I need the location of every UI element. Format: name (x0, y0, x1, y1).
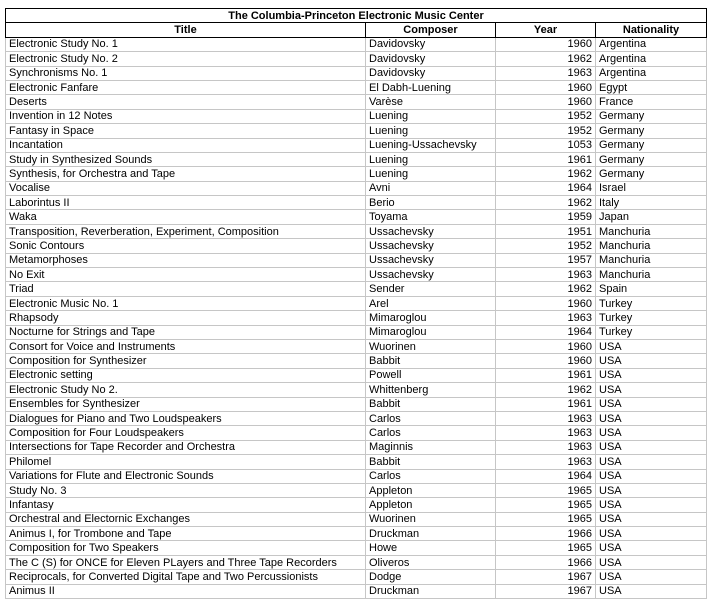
cell-composer: Wuorinen (366, 339, 496, 353)
table-row (6, 325, 707, 339)
cell-title: Electronic Study No. 2 (6, 52, 366, 66)
table-row (6, 354, 707, 368)
table-title: The Columbia-Princeton Electronic Music Center (6, 9, 707, 23)
cell-year: 1952 (496, 109, 596, 123)
cell-composer: Mimaroglou (366, 311, 496, 325)
cell-composer: Ussachevsky (366, 224, 496, 238)
cell-nationality: Argentina (596, 66, 707, 80)
table-row (6, 483, 707, 497)
cell-title: Ensembles for Synthesizer (6, 397, 366, 411)
cell-year: 1965 (496, 483, 596, 497)
cell-composer: Ussachevsky (366, 253, 496, 267)
column-header-row (6, 23, 707, 37)
table-row (6, 109, 707, 123)
cell-title: Animus I, for Trombone and Tape (6, 527, 366, 541)
cell-title: Dialogues for Piano and Two Loudspeakers (6, 411, 366, 425)
column-header-year: Year (496, 23, 596, 37)
cell-year: 1960 (496, 339, 596, 353)
cell-year: 1962 (496, 167, 596, 181)
column-header-title: Title (6, 23, 366, 37)
table-row (6, 455, 707, 469)
table-row (6, 555, 707, 569)
cell-composer: Oliveros (366, 555, 496, 569)
cell-title: Synthesis, for Orchestra and Tape (6, 167, 366, 181)
cell-title: Electronic Study No. 1 (6, 37, 366, 51)
cell-composer: Luening-Ussachevsky (366, 138, 496, 152)
column-header-nationality: Nationality (596, 23, 707, 37)
cell-title: Waka (6, 210, 366, 224)
cell-year: 1961 (496, 368, 596, 382)
cell-composer: Luening (366, 109, 496, 123)
cell-composer: Powell (366, 368, 496, 382)
cell-title: Triad (6, 282, 366, 296)
cell-composer: Ussachevsky (366, 239, 496, 253)
cell-year: 1962 (496, 282, 596, 296)
cell-year: 1965 (496, 541, 596, 555)
cell-title: The C (S) for ONCE for Eleven PLayers and Three Tape Recorders (6, 555, 366, 569)
music-table (5, 8, 707, 599)
table-row (6, 66, 707, 80)
cell-nationality: Argentina (596, 37, 707, 51)
cell-nationality: USA (596, 339, 707, 353)
cell-year: 1952 (496, 239, 596, 253)
cell-nationality: USA (596, 368, 707, 382)
cell-nationality: Turkey (596, 325, 707, 339)
cell-title: Composition for Synthesizer (6, 354, 366, 368)
table-row (6, 383, 707, 397)
cell-composer: Mimaroglou (366, 325, 496, 339)
cell-title: Deserts (6, 95, 366, 109)
cell-composer: Carlos (366, 426, 496, 440)
cell-title: Rhapsody (6, 311, 366, 325)
cell-year: 1957 (496, 253, 596, 267)
table-title-row (6, 9, 707, 23)
table-row (6, 37, 707, 51)
cell-composer: Ussachevsky (366, 268, 496, 282)
table-row (6, 541, 707, 555)
cell-title: Composition for Four Loudspeakers (6, 426, 366, 440)
cell-composer: Varèse (366, 95, 496, 109)
cell-nationality: Manchuria (596, 268, 707, 282)
cell-year: 1960 (496, 95, 596, 109)
cell-year: 1964 (496, 181, 596, 195)
cell-title: Electronic Study No 2. (6, 383, 366, 397)
cell-year: 1966 (496, 555, 596, 569)
cell-nationality: Manchuria (596, 239, 707, 253)
cell-nationality: Japan (596, 210, 707, 224)
cell-title: Philomel (6, 455, 366, 469)
cell-nationality: Manchuria (596, 253, 707, 267)
cell-composer: Toyama (366, 210, 496, 224)
cell-title: Study in Synthesized Sounds (6, 152, 366, 166)
cell-title: Fantasy in Space (6, 124, 366, 138)
cell-title: Incantation (6, 138, 366, 152)
cell-year: 1966 (496, 527, 596, 541)
table-row (6, 527, 707, 541)
table-row (6, 440, 707, 454)
cell-title: Composition for Two Speakers (6, 541, 366, 555)
table-row (6, 210, 707, 224)
table-row (6, 80, 707, 94)
cell-nationality: Turkey (596, 296, 707, 310)
cell-nationality: USA (596, 455, 707, 469)
cell-composer: Luening (366, 167, 496, 181)
cell-title: Transposition, Reverberation, Experiment, Composition (6, 224, 366, 238)
table-row (6, 224, 707, 238)
cell-title: Synchronisms No. 1 (6, 66, 366, 80)
cell-nationality: USA (596, 541, 707, 555)
cell-year: 1959 (496, 210, 596, 224)
table-row (6, 282, 707, 296)
table-row (6, 167, 707, 181)
cell-year: 1960 (496, 354, 596, 368)
cell-composer: Dodge (366, 570, 496, 584)
table-row (6, 584, 707, 598)
cell-nationality: USA (596, 440, 707, 454)
table-row (6, 426, 707, 440)
cell-year: 1967 (496, 570, 596, 584)
cell-nationality: USA (596, 426, 707, 440)
table-row (6, 397, 707, 411)
cell-composer: Luening (366, 152, 496, 166)
cell-title: Laborintus II (6, 196, 366, 210)
cell-title: Nocturne for Strings and Tape (6, 325, 366, 339)
cell-nationality: Germany (596, 109, 707, 123)
cell-nationality: France (596, 95, 707, 109)
cell-title: Electronic Fanfare (6, 80, 366, 94)
cell-composer: Luening (366, 124, 496, 138)
table-row (6, 512, 707, 526)
cell-nationality: USA (596, 527, 707, 541)
cell-composer: Sender (366, 282, 496, 296)
cell-title: Electronic setting (6, 368, 366, 382)
cell-year: 1960 (496, 80, 596, 94)
cell-year: 1963 (496, 440, 596, 454)
cell-nationality: Argentina (596, 52, 707, 66)
cell-composer: Appleton (366, 498, 496, 512)
cell-nationality: USA (596, 555, 707, 569)
table-row (6, 411, 707, 425)
table-row (6, 138, 707, 152)
cell-nationality: USA (596, 498, 707, 512)
cell-year: 1965 (496, 498, 596, 512)
cell-title: Electronic Music No. 1 (6, 296, 366, 310)
table-row (6, 152, 707, 166)
cell-nationality: Manchuria (596, 224, 707, 238)
cell-nationality: USA (596, 469, 707, 483)
cell-composer: Howe (366, 541, 496, 555)
cell-year: 1963 (496, 311, 596, 325)
cell-composer: El Dabh-Luening (366, 80, 496, 94)
cell-nationality: Israel (596, 181, 707, 195)
cell-nationality: USA (596, 512, 707, 526)
table-row (6, 268, 707, 282)
table-row (6, 95, 707, 109)
cell-year: 1965 (496, 512, 596, 526)
cell-nationality: Germany (596, 138, 707, 152)
cell-title: Study No. 3 (6, 483, 366, 497)
cell-year: 1967 (496, 584, 596, 598)
cell-nationality: Turkey (596, 311, 707, 325)
cell-title: Variations for Flute and Electronic Sounds (6, 469, 366, 483)
cell-year: 1963 (496, 268, 596, 282)
cell-composer: Davidovsky (366, 66, 496, 80)
table-row (6, 570, 707, 584)
cell-year: 1961 (496, 397, 596, 411)
cell-nationality: USA (596, 411, 707, 425)
cell-nationality: USA (596, 570, 707, 584)
cell-composer: Maginnis (366, 440, 496, 454)
cell-title: Reciprocals, for Converted Digital Tape and Two Percussionists (6, 570, 366, 584)
table-row (6, 368, 707, 382)
cell-title: Consort for Voice and Instruments (6, 339, 366, 353)
cell-title: No Exit (6, 268, 366, 282)
cell-composer: Wuorinen (366, 512, 496, 526)
cell-composer: Babbit (366, 354, 496, 368)
cell-nationality: USA (596, 397, 707, 411)
cell-nationality: Egypt (596, 80, 707, 94)
cell-year: 1964 (496, 325, 596, 339)
table-row (6, 296, 707, 310)
cell-title: Infantasy (6, 498, 366, 512)
cell-nationality: USA (596, 354, 707, 368)
cell-year: 1963 (496, 426, 596, 440)
table-row (6, 52, 707, 66)
table-row (6, 239, 707, 253)
cell-title: Invention in 12 Notes (6, 109, 366, 123)
cell-year: 1960 (496, 296, 596, 310)
cell-composer: Avni (366, 181, 496, 195)
cell-composer: Davidovsky (366, 37, 496, 51)
cell-year: 1053 (496, 138, 596, 152)
cell-composer: Appleton (366, 483, 496, 497)
cell-title: Animus II (6, 584, 366, 598)
cell-composer: Carlos (366, 469, 496, 483)
cell-year: 1961 (496, 152, 596, 166)
cell-nationality: Germany (596, 167, 707, 181)
cell-nationality: USA (596, 584, 707, 598)
cell-composer: Druckman (366, 527, 496, 541)
cell-nationality: Germany (596, 152, 707, 166)
cell-nationality: USA (596, 483, 707, 497)
cell-nationality: USA (596, 383, 707, 397)
cell-composer: Davidovsky (366, 52, 496, 66)
cell-composer: Whittenberg (366, 383, 496, 397)
cell-title: Orchestral and Electornic Exchanges (6, 512, 366, 526)
cell-composer: Arel (366, 296, 496, 310)
table-row (6, 469, 707, 483)
cell-year: 1962 (496, 196, 596, 210)
cell-year: 1963 (496, 455, 596, 469)
cell-title: Sonic Contours (6, 239, 366, 253)
cell-year: 1952 (496, 124, 596, 138)
column-header-composer: Composer (366, 23, 496, 37)
table-row (6, 339, 707, 353)
cell-year: 1951 (496, 224, 596, 238)
cell-year: 1963 (496, 66, 596, 80)
cell-nationality: Italy (596, 196, 707, 210)
table-row (6, 124, 707, 138)
cell-year: 1962 (496, 52, 596, 66)
cell-year: 1960 (496, 37, 596, 51)
cell-composer: Babbit (366, 397, 496, 411)
cell-composer: Babbit (366, 455, 496, 469)
cell-year: 1963 (496, 411, 596, 425)
cell-title: Metamorphoses (6, 253, 366, 267)
cell-composer: Berio (366, 196, 496, 210)
table-row (6, 498, 707, 512)
table-row (6, 196, 707, 210)
table-row (6, 181, 707, 195)
cell-composer: Druckman (366, 584, 496, 598)
cell-nationality: Germany (596, 124, 707, 138)
cell-title: Vocalise (6, 181, 366, 195)
table-row (6, 253, 707, 267)
cell-composer: Carlos (366, 411, 496, 425)
table-row (6, 311, 707, 325)
cell-year: 1964 (496, 469, 596, 483)
cell-title: Intersections for Tape Recorder and Orchestra (6, 440, 366, 454)
cell-year: 1962 (496, 383, 596, 397)
cell-nationality: Spain (596, 282, 707, 296)
